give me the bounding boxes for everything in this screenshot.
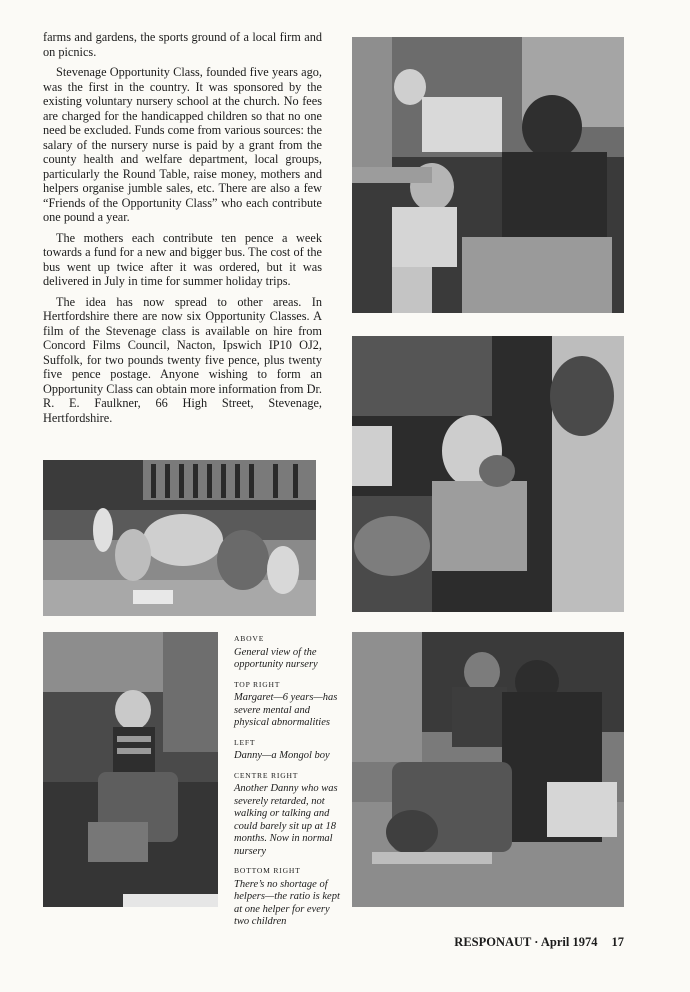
caption-heading: ABOVE	[234, 634, 265, 643]
page-footer	[454, 935, 624, 950]
caption-bottom-right	[234, 865, 346, 929]
paragraph: The idea has now spread to other areas. In Hertfordshire there are now six Opportunity Classes. A film of the Stevenage class is available on hire from Concord Films Council, Nacton, Ipswich IP10 OJ2, Suffolk, for two pounds twenty five pence, plus twenty five pence postage. Anyone wishing to form an Opportunity Class can obtain more information from Dr. R. E. Faulkner, 66 High Street, Stevenage, Hertfordshire.	[43, 294, 322, 425]
photo-captions	[234, 633, 346, 936]
caption-heading: BOTTOM RIGHT	[234, 866, 301, 875]
caption-top-right	[234, 679, 346, 730]
photo-danny	[43, 632, 218, 907]
photo-margaret	[352, 37, 624, 313]
photo-helpers	[352, 632, 624, 907]
caption-text: Another Danny who was severely retarded, not walking or talking and could barely sit up at 18 months. Now in normal nursery	[234, 783, 338, 857]
caption-heading: TOP RIGHT	[234, 679, 281, 689]
caption-above	[234, 633, 346, 672]
caption-centre-right	[234, 770, 346, 859]
caption-heading: LEFT	[234, 737, 256, 747]
paragraph: farms and gardens, the sports ground of a local firm and on picnics.	[43, 30, 322, 59]
paragraph: Stevenage Opportunity Class, founded five years ago, was the first in the country. It was sponsored by the existing voluntary nursery school at the church. No fees are charged for the handicapped children so that no one need be excluded. Funds come from various sources: the salary of the nursery nurse is paid by a grant from the county health and welfare department, local groups, particularly the Round Table, raise money, mothers and helpers organise jumble sales, etc. There are also a few “Friends of the Opportunity Class” who each contribute one pound a year.	[43, 65, 322, 224]
photo-nursery-general-view	[43, 460, 316, 616]
caption-text: Margaret—6 years—has severe mental and physical abnormalities	[234, 692, 338, 728]
caption-text: Danny—a Mongol boy	[234, 750, 330, 761]
caption-left	[234, 737, 346, 763]
article-text	[43, 30, 322, 431]
publication-line: RESPONAUT · April 1974	[454, 935, 598, 949]
page-number: 17	[611, 935, 624, 949]
caption-text: General view of the opportunity nursery	[234, 646, 318, 670]
paragraph: The mothers each contribute ten pence a week towards a fund for a new and bigger bus. The cost of the bus went up twice after it was ordered, but it was delivered in July in time for summer holiday trips.	[43, 230, 322, 288]
caption-text: There’s no shortage of helpers—the ratio is kept at one helper for every two children	[234, 878, 340, 927]
caption-heading: CENTRE RIGHT	[234, 770, 299, 780]
photo-another-danny	[352, 336, 624, 612]
